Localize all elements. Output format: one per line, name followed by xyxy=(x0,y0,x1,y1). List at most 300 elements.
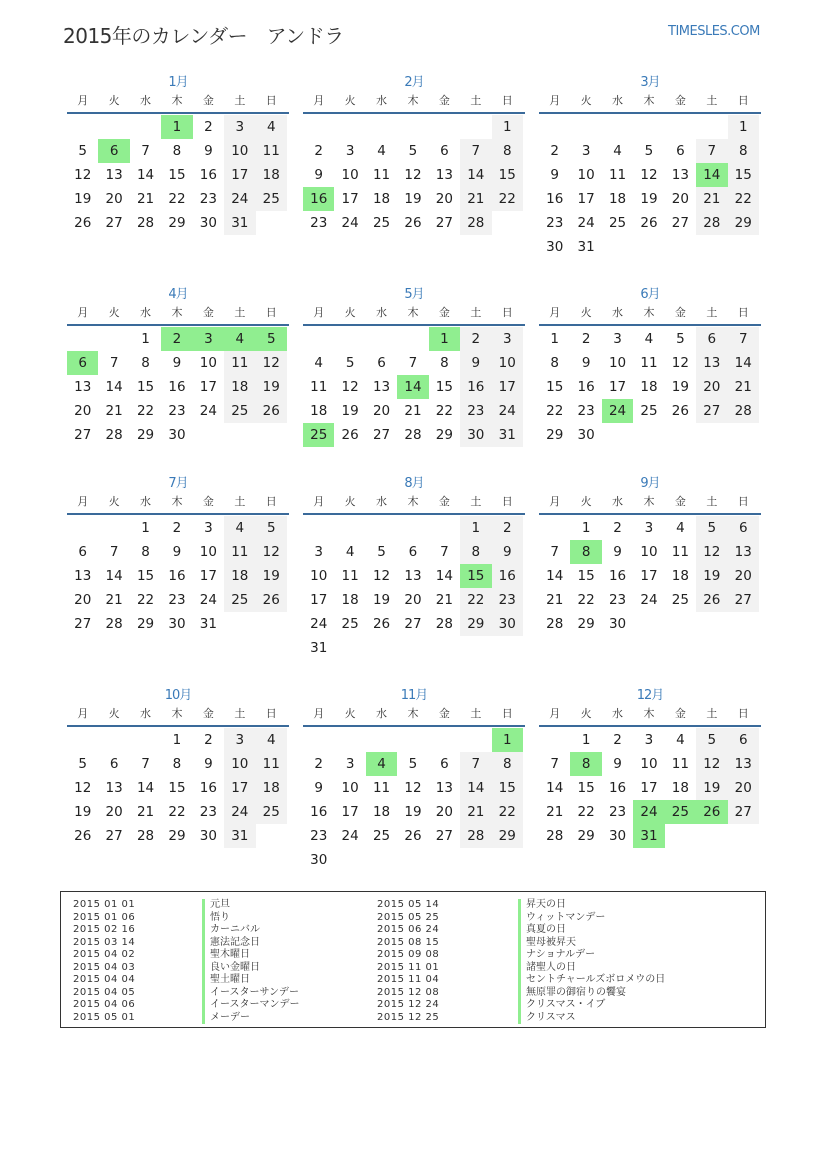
day-cell: 23 xyxy=(310,215,328,231)
day-cell: 27 xyxy=(74,427,92,443)
day-cell: 25 xyxy=(671,592,689,608)
day-cell: 4 xyxy=(676,732,685,748)
day-cell: 3 xyxy=(314,544,323,560)
empty-cell xyxy=(303,728,334,752)
month-name: 3月 xyxy=(640,75,660,90)
holiday-date: 2015 06 24 xyxy=(377,924,440,935)
day-cell: 29 xyxy=(435,427,453,443)
day-cell: 8 xyxy=(172,756,182,772)
day-cell: 7 xyxy=(408,355,418,371)
day-cell: 4 xyxy=(676,520,685,536)
weekday-label: 日 xyxy=(737,495,749,508)
day-cell: 25 xyxy=(372,828,391,844)
day-cell: 21 xyxy=(105,403,123,419)
month-name: 8月 xyxy=(404,476,424,491)
day-cell: 14 xyxy=(435,568,453,584)
weekday-header xyxy=(539,493,761,515)
day-cell: 17 xyxy=(224,776,255,800)
weekday-label: 金 xyxy=(438,94,450,107)
day-cell: 11 xyxy=(372,780,391,796)
day-cell: 21 xyxy=(435,592,453,608)
weekday-label: 土 xyxy=(470,495,482,508)
day-cell: 27 xyxy=(74,616,92,632)
day-cell: 27 xyxy=(404,616,422,632)
day-cell: 2 xyxy=(314,756,323,772)
day-cell: 24 xyxy=(341,215,359,231)
day-cell: 22 xyxy=(546,403,564,419)
day-cell: 30 xyxy=(168,616,186,632)
day-cell: 1 xyxy=(550,331,559,347)
day-cell: 27 xyxy=(671,215,689,231)
holiday-cell: 16 xyxy=(303,187,334,211)
day-cell: 15 xyxy=(136,568,155,584)
day-cell: 22 xyxy=(168,804,186,820)
month-6 xyxy=(539,286,761,447)
day-cell: 15 xyxy=(435,379,453,395)
day-cell: 9 xyxy=(204,143,213,159)
day-grid xyxy=(67,516,289,636)
day-cell: 10 xyxy=(341,780,359,796)
weekday-label: 日 xyxy=(501,94,513,107)
day-cell: 19 xyxy=(404,191,422,207)
day-cell: 26 xyxy=(341,427,359,443)
weekday-label: 金 xyxy=(438,306,450,319)
day-cell: 6 xyxy=(440,143,449,159)
weekday-label: 土 xyxy=(234,707,246,720)
site-name: TIMESLES.COM xyxy=(668,24,760,39)
day-cell: 5 xyxy=(345,355,355,371)
weekday-label: 金 xyxy=(674,707,686,720)
day-cell: 2 xyxy=(550,143,559,159)
day-cell: 29 xyxy=(136,427,155,443)
day-cell: 24 xyxy=(224,800,255,824)
month-4 xyxy=(67,286,289,447)
holiday-date: 2015 04 02 xyxy=(73,949,136,960)
weekday-label: 水 xyxy=(612,306,624,319)
empty-cell xyxy=(303,115,334,139)
day-cell: 25 xyxy=(256,187,287,211)
holiday-date: 2015 11 04 xyxy=(377,974,440,985)
day-cell: 28 xyxy=(136,215,155,231)
holiday-date: 2015 01 06 xyxy=(73,911,136,923)
month-name: 1月 xyxy=(168,75,188,90)
day-cell: 18 xyxy=(372,191,391,207)
empty-cell xyxy=(366,728,397,752)
holiday-date: 2015 05 01 xyxy=(73,1011,136,1023)
day-cell: 16 xyxy=(310,804,328,820)
day-cell: 5 xyxy=(256,516,287,540)
day-cell: 15 xyxy=(168,167,186,183)
weekday-label: 月 xyxy=(549,495,561,508)
day-cell: 8 xyxy=(550,355,559,371)
day-cell: 4 xyxy=(377,143,386,159)
holiday-name: イースターマンデー xyxy=(202,999,300,1012)
day-cell: 10 xyxy=(199,544,217,560)
day-cell: 16 xyxy=(546,191,564,207)
day-grid xyxy=(539,516,761,636)
day-cell: 7 xyxy=(440,544,449,560)
empty-cell xyxy=(130,728,161,752)
weekday-label: 火 xyxy=(108,707,120,720)
weekday-label: 水 xyxy=(140,707,152,720)
weekday-label: 水 xyxy=(376,94,388,107)
holiday-name: イースターサンデー xyxy=(202,987,300,1000)
empty-cell xyxy=(570,115,601,139)
empty-cell xyxy=(303,516,334,540)
weekday-label: 木 xyxy=(171,94,183,107)
empty-cell xyxy=(98,115,129,139)
day-cell: 27 xyxy=(728,588,759,612)
day-cell: 20 xyxy=(105,804,123,820)
empty-cell xyxy=(539,516,570,540)
weekday-header xyxy=(303,705,525,727)
day-cell: 13 xyxy=(372,379,391,395)
day-cell: 17 xyxy=(577,191,595,207)
holiday-cell: 24 xyxy=(633,800,664,824)
holiday-date: 2015 04 06 xyxy=(73,999,136,1010)
weekday-label: 土 xyxy=(234,94,246,107)
day-cell: 13 xyxy=(105,780,123,796)
day-grid xyxy=(67,728,289,848)
day-cell: 19 xyxy=(696,776,727,800)
day-cell: 22 xyxy=(168,191,186,207)
month-name: 11月 xyxy=(400,688,428,703)
day-cell: 8 xyxy=(141,544,150,560)
weekday-label: 日 xyxy=(737,94,749,107)
weekday-label: 水 xyxy=(612,94,624,107)
day-cell: 1 xyxy=(492,115,523,139)
day-cell: 30 xyxy=(608,828,627,844)
weekday-header xyxy=(67,705,289,727)
day-cell: 14 xyxy=(460,163,491,187)
day-cell: 23 xyxy=(199,804,217,820)
day-cell: 19 xyxy=(372,592,391,608)
month-3 xyxy=(539,74,761,259)
weekday-label: 日 xyxy=(265,94,277,107)
day-cell: 21 xyxy=(460,187,491,211)
holiday-date: 2015 12 24 xyxy=(377,999,440,1010)
day-cell: 25 xyxy=(224,399,255,423)
day-cell: 10 xyxy=(224,139,255,163)
day-cell: 16 xyxy=(577,379,595,395)
day-cell: 24 xyxy=(224,187,255,211)
day-cell: 26 xyxy=(404,828,422,844)
day-cell: 20 xyxy=(74,403,92,419)
day-grid xyxy=(303,516,525,660)
day-cell: 2 xyxy=(172,520,182,536)
weekday-header xyxy=(303,304,525,326)
day-cell: 9 xyxy=(550,167,559,183)
weekday-label: 木 xyxy=(643,707,655,720)
day-cell: 23 xyxy=(199,191,217,207)
weekday-label: 木 xyxy=(407,707,419,720)
month-2 xyxy=(303,74,525,235)
day-cell: 12 xyxy=(696,752,727,776)
empty-cell xyxy=(429,115,460,139)
day-cell: 12 xyxy=(372,568,391,584)
day-cell: 16 xyxy=(492,564,523,588)
day-cell: 10 xyxy=(492,351,523,375)
day-cell: 8 xyxy=(440,355,449,371)
day-cell: 10 xyxy=(341,167,359,183)
day-cell: 3 xyxy=(204,520,213,536)
weekday-label: 月 xyxy=(549,306,561,319)
day-cell: 9 xyxy=(492,540,523,564)
day-cell: 22 xyxy=(435,403,453,419)
day-cell: 31 xyxy=(224,211,255,235)
holiday-date: 2015 04 05 xyxy=(73,986,136,998)
day-cell: 6 xyxy=(728,728,759,752)
holiday-cell: 8 xyxy=(570,752,601,776)
day-cell: 15 xyxy=(728,163,759,187)
day-cell: 3 xyxy=(492,327,523,351)
day-cell: 14 xyxy=(546,780,564,796)
day-cell: 22 xyxy=(577,804,595,820)
empty-cell xyxy=(366,516,397,540)
day-cell: 2 xyxy=(204,732,213,748)
day-cell: 10 xyxy=(199,355,217,371)
day-grid xyxy=(303,115,525,235)
day-cell: 14 xyxy=(728,351,759,375)
day-cell: 1 xyxy=(172,732,182,748)
day-cell: 22 xyxy=(728,187,759,211)
day-cell: 7 xyxy=(460,752,491,776)
day-cell: 31 xyxy=(492,423,523,447)
day-cell: 7 xyxy=(460,139,491,163)
day-grid xyxy=(303,327,525,447)
weekday-label: 日 xyxy=(265,495,277,508)
day-cell: 7 xyxy=(141,756,150,772)
weekday-label: 日 xyxy=(501,306,513,319)
day-cell: 23 xyxy=(168,592,186,608)
month-9 xyxy=(539,475,761,636)
day-cell: 26 xyxy=(256,399,287,423)
weekday-label: 日 xyxy=(737,306,749,319)
day-cell: 7 xyxy=(728,327,759,351)
day-cell: 11 xyxy=(608,167,627,183)
day-cell: 23 xyxy=(546,215,564,231)
holiday-name: 悟り xyxy=(202,912,300,925)
holiday-date: 2015 04 03 xyxy=(73,961,136,973)
day-cell: 23 xyxy=(310,828,328,844)
day-cell: 19 xyxy=(74,804,92,820)
weekday-label: 土 xyxy=(706,707,718,720)
day-cell: 6 xyxy=(440,756,449,772)
day-cell: 20 xyxy=(105,191,123,207)
day-cell: 30 xyxy=(199,215,217,231)
weekday-label: 月 xyxy=(313,306,325,319)
day-cell: 13 xyxy=(671,167,689,183)
empty-cell xyxy=(334,115,365,139)
holiday-cell: 26 xyxy=(696,800,727,824)
day-cell: 21 xyxy=(136,191,155,207)
weekday-label: 土 xyxy=(470,707,482,720)
day-cell: 14 xyxy=(136,780,155,796)
holiday-name: 聖母被昇天 xyxy=(518,937,665,950)
day-cell: 13 xyxy=(435,167,453,183)
holiday-name: 憲法記念日 xyxy=(202,937,300,950)
holiday-name: 良い金曜日 xyxy=(202,962,300,975)
day-cell: 6 xyxy=(377,355,386,371)
weekday-label: 金 xyxy=(202,707,214,720)
empty-cell xyxy=(602,115,633,139)
day-cell: 16 xyxy=(168,568,186,584)
day-cell: 17 xyxy=(199,379,217,395)
day-cell: 29 xyxy=(460,612,491,636)
day-cell: 1 xyxy=(728,115,759,139)
day-cell: 25 xyxy=(608,215,627,231)
day-cell: 12 xyxy=(74,167,92,183)
day-cell: 13 xyxy=(435,780,453,796)
empty-cell xyxy=(67,728,98,752)
holiday-name: 聖木曜日 xyxy=(202,949,300,962)
day-cell: 16 xyxy=(608,568,627,584)
day-cell: 24 xyxy=(199,403,217,419)
day-cell: 27 xyxy=(435,215,453,231)
day-cell: 2 xyxy=(613,732,622,748)
day-cell: 21 xyxy=(460,800,491,824)
day-cell: 27 xyxy=(372,427,391,443)
day-cell: 21 xyxy=(105,592,123,608)
empty-cell xyxy=(633,115,664,139)
day-cell: 9 xyxy=(314,780,323,796)
day-cell: 17 xyxy=(224,163,255,187)
day-cell: 23 xyxy=(460,399,491,423)
day-cell: 28 xyxy=(728,399,759,423)
day-cell: 26 xyxy=(74,828,92,844)
day-cell: 9 xyxy=(204,756,213,772)
day-cell: 7 xyxy=(696,139,727,163)
holiday-list xyxy=(60,891,766,1028)
holiday-cell: 14 xyxy=(397,375,428,399)
holiday-cell: 4 xyxy=(366,752,397,776)
day-cell: 16 xyxy=(199,780,217,796)
day-cell: 25 xyxy=(224,588,255,612)
month-7 xyxy=(67,475,289,636)
day-cell: 14 xyxy=(546,568,564,584)
month-name: 6月 xyxy=(640,287,660,302)
day-cell: 23 xyxy=(608,592,627,608)
day-cell: 29 xyxy=(168,215,186,231)
day-cell: 18 xyxy=(671,568,689,584)
day-cell: 21 xyxy=(546,592,564,608)
weekday-label: 水 xyxy=(376,707,388,720)
day-cell: 22 xyxy=(492,187,523,211)
weekday-label: 火 xyxy=(580,495,592,508)
day-cell: 13 xyxy=(728,752,759,776)
weekday-label: 土 xyxy=(706,306,718,319)
day-cell: 2 xyxy=(581,331,591,347)
holiday-date: 2015 09 08 xyxy=(377,949,440,960)
day-cell: 30 xyxy=(460,423,491,447)
day-cell: 22 xyxy=(492,800,523,824)
day-cell: 13 xyxy=(696,351,727,375)
empty-cell xyxy=(397,516,428,540)
day-cell: 21 xyxy=(404,403,422,419)
day-cell: 14 xyxy=(105,568,123,584)
weekday-label: 水 xyxy=(376,495,388,508)
day-cell: 5 xyxy=(408,756,418,772)
day-cell: 22 xyxy=(460,588,491,612)
weekday-label: 木 xyxy=(407,94,419,107)
empty-cell xyxy=(397,728,428,752)
day-cell: 6 xyxy=(676,143,685,159)
day-cell: 7 xyxy=(550,756,559,772)
day-cell: 7 xyxy=(109,355,119,371)
day-cell: 29 xyxy=(546,427,564,443)
holiday-date: 2015 11 01 xyxy=(377,961,440,973)
weekday-label: 水 xyxy=(140,306,152,319)
day-cell: 30 xyxy=(168,427,186,443)
day-cell: 12 xyxy=(404,780,422,796)
day-cell: 20 xyxy=(696,375,727,399)
day-cell: 5 xyxy=(78,143,87,159)
day-cell: 13 xyxy=(728,540,759,564)
day-cell: 26 xyxy=(696,588,727,612)
weekday-header xyxy=(539,92,761,114)
weekday-label: 火 xyxy=(108,495,120,508)
day-cell: 26 xyxy=(256,588,287,612)
day-cell: 27 xyxy=(728,800,759,824)
day-cell: 26 xyxy=(74,215,92,231)
day-cell: 5 xyxy=(696,516,727,540)
day-cell: 2 xyxy=(314,143,323,159)
day-cell: 19 xyxy=(256,375,287,399)
holiday-name: 諸聖人の日 xyxy=(518,962,665,975)
weekday-header xyxy=(67,92,289,114)
day-cell: 28 xyxy=(136,828,155,844)
month-12 xyxy=(539,687,761,848)
day-cell: 8 xyxy=(141,355,150,371)
day-cell: 28 xyxy=(460,211,491,235)
weekday-label: 金 xyxy=(674,306,686,319)
day-cell: 13 xyxy=(105,167,123,183)
day-cell: 18 xyxy=(256,163,287,187)
day-cell: 15 xyxy=(546,379,564,395)
day-cell: 31 xyxy=(199,616,217,632)
weekday-label: 火 xyxy=(344,707,356,720)
day-cell: 18 xyxy=(310,403,328,419)
day-cell: 16 xyxy=(608,780,627,796)
day-cell: 24 xyxy=(577,215,595,231)
weekday-label: 木 xyxy=(407,306,419,319)
day-cell: 4 xyxy=(224,516,255,540)
holiday-cell: 2 xyxy=(161,327,192,351)
day-cell: 31 xyxy=(577,239,595,255)
day-cell: 30 xyxy=(577,427,595,443)
day-cell: 5 xyxy=(696,728,727,752)
weekday-header xyxy=(67,493,289,515)
day-cell: 30 xyxy=(608,616,627,632)
holiday-name: カーニバル xyxy=(202,924,300,937)
empty-cell xyxy=(334,728,365,752)
day-grid xyxy=(67,115,289,235)
day-cell: 18 xyxy=(224,564,255,588)
month-name: 2月 xyxy=(404,75,424,90)
holiday-date: 2015 05 25 xyxy=(377,911,440,923)
empty-cell xyxy=(539,115,570,139)
day-cell: 4 xyxy=(256,728,287,752)
holiday-cell: 31 xyxy=(633,824,664,848)
empty-cell xyxy=(460,728,491,752)
weekday-label: 火 xyxy=(108,306,120,319)
day-cell: 13 xyxy=(74,379,92,395)
month-10 xyxy=(67,687,289,848)
holiday-cell: 6 xyxy=(98,139,129,163)
day-cell: 25 xyxy=(256,800,287,824)
weekday-label: 火 xyxy=(108,94,120,107)
holiday-name: セントチャールズボロメウの日 xyxy=(518,974,665,987)
